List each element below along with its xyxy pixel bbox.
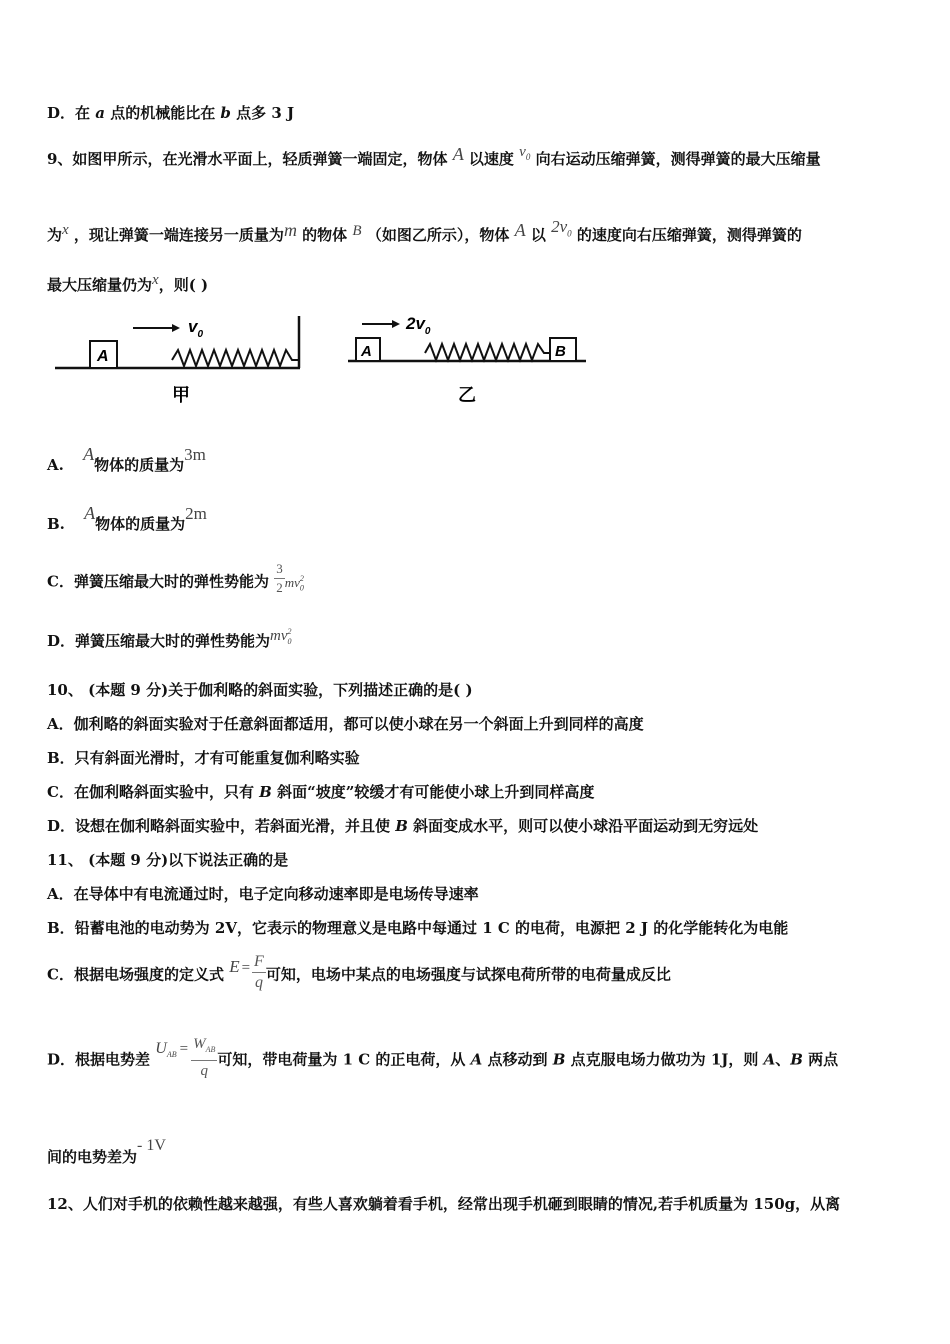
q9-stem-line2: 为x ，现让弹簧一端连接另一质量为m 的物体 B （如图乙所示），物体 A 以 $2v_0$ 的速度向右压缩弹簧，测得弹簧的 [47,217,802,244]
fraction-w-q: $\frac{W_{AB}}{q}$ [193,1036,216,1079]
q11-option-a: A．在导体中有电流通过时，电子定向移动速率即是电场传导速率 [47,885,479,903]
figure-jia [55,316,300,405]
q10-option-b: B．只有斜面光滑时，才有可能重复伽利略实验 [47,749,360,767]
q11-option-b: B．铅蓄电池的电动势为 2V，它表示的物理意义是电路中每通过 1 C 的电荷，电源把 2 J 的化学能转化为电能 [47,919,789,937]
block-a-right-label: A [361,343,372,360]
caption-jia: 甲 [172,385,190,405]
q9-option-c: C．弹簧压缩最大时的弹性势能为 $\frac{3}{2}$ $mv_0^2$ [47,561,304,595]
q10-option-d: D．设想在伽利略斜面实验中，若斜面光滑，并且使 B 斜面变成水平，则可以使小球沿平面运动到无穷远处 [47,817,759,835]
q10-option-c: C．在伽利略斜面实验中，只有 B 斜面“坡度”较缓才有可能使小球上升到同样高度 [47,783,595,801]
velocity-label-left: $v_0$ [188,317,204,340]
spring-figure [50,308,595,408]
spring-right [425,344,550,360]
q9-option-a: A. A物体的质量为3m [47,444,206,474]
fraction-3-2: $\frac{3}{2}$ [276,561,283,595]
q11-option-d: D．根据电势差 $U_{AB}$ = $\frac{W_{AB}}{q}$ 可知，带电荷量为 1 C 的正电荷，从 A 点移动到 B 点克服电场力做功为 1J，则 A、B 两点 [47,1036,839,1079]
fraction-f-q: $\frac{F}{q}$ [254,953,264,991]
q8-option-d: D．在 a 点的机械能比在 b 点多 3 J [47,104,295,122]
q10-stem: 10、 (本题 9 分)关于伽利略的斜面实验，下列描述正确的是( ) [47,681,473,699]
block-b-right-label: B [555,343,566,360]
figure-yi [348,314,586,405]
q11-option-d-line2: 间的电势差为- 1V [47,1137,166,1166]
block-a-left-label: A [97,348,109,365]
q9-stem-line3: 最大压缩量仍为x，则( ) [47,272,209,294]
q11-option-c: C．根据电场强度的定义式 E = $\frac{F}{q}$ 可知，电场中某点的电场强度与试探电荷所带的电荷量成反比 [47,953,671,991]
q10-option-a: A．伽利略的斜面实验对于任意斜面都适用，都可以使小球在另一个斜面上升到同样的高度 [47,715,644,733]
q9-option-d: D．弹簧压缩最大时的弹性势能为$mv_0^2$ [47,627,292,650]
caption-yi: 乙 [458,385,476,405]
q11-stem: 11、 (本题 9 分)以下说法正确的是 [47,851,289,869]
spring-left [172,350,299,366]
q9-stem-line1: 9、如图甲所示，在光滑水平面上，轻质弹簧一端固定，物体 A 以速度 $v_0$ 向右运动压缩弹簧，测得弹簧的最大压缩量 [47,144,821,168]
velocity-label-right: $2v_0$ [406,314,431,337]
q12-stem: 12、人们对手机的依赖性越来越强，有些人喜欢躺着看手机，经常出现手机砸到眼睛的情况,若手机质量为 150g，从离 [47,1195,841,1213]
q9-option-b: B. A物体的质量为2m [47,503,207,533]
